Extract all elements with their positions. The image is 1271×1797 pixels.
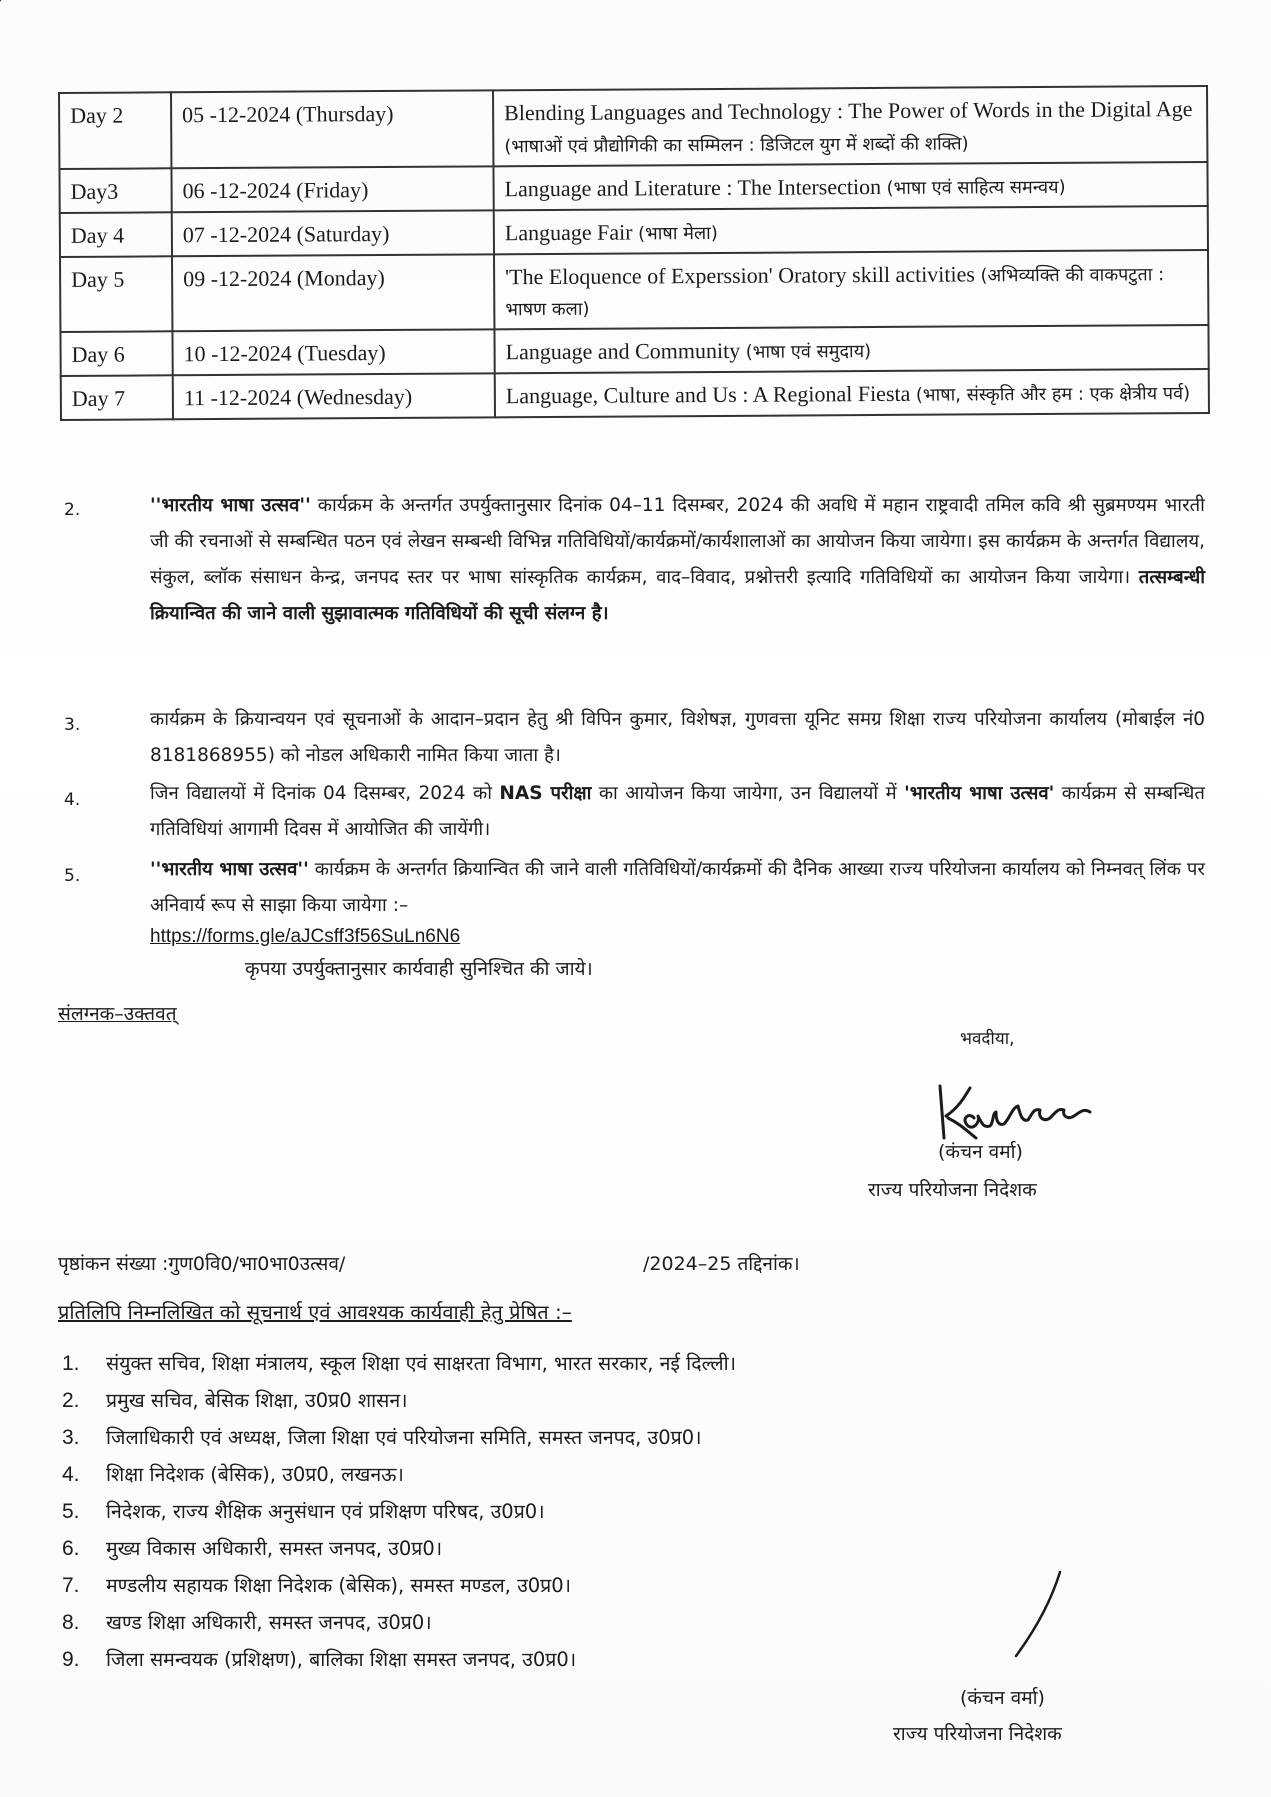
copy-list-number: 8. xyxy=(62,1611,80,1634)
copy-list-number: 3. xyxy=(62,1426,80,1449)
para-4-text-b: का आयोजन किया जायेगा, उन विद्यालयों में xyxy=(591,783,905,804)
schedule-day: Day3 xyxy=(59,168,171,213)
copy-list-number: 9. xyxy=(62,1648,80,1671)
report-form-link[interactable]: https://forms.gle/aJCsff3f56SuLn6N6 xyxy=(150,926,461,947)
copy-list-number: 4. xyxy=(62,1463,80,1486)
copy-list-item xyxy=(62,1493,736,1530)
copy-list-text: खण्ड शिक्षा अधिकारी, समस्त जनपद, उ0प्र0। xyxy=(106,1611,432,1634)
copy-list-item xyxy=(62,1641,736,1678)
schedule-row xyxy=(59,86,1207,169)
para-2-lead: ''भारतीय भाषा उत्सव'' xyxy=(150,495,311,516)
schedule-theme xyxy=(493,162,1207,210)
schedule-theme xyxy=(495,369,1209,417)
schedule-day: Day 7 xyxy=(61,376,173,421)
para-2-number: 2. xyxy=(64,500,81,520)
copy-list-number: 7. xyxy=(62,1574,80,1597)
copy-list-text: मण्डलीय सहायक शिक्षा निदेशक (बेसिक), समस्त मण्डल, उ0प्र0। xyxy=(106,1574,572,1597)
para-4-text-c: कार्यक्रम से सम्बन्धित गतिविधियां आगामी दिवस में आयोजित की जायेंगी। xyxy=(150,783,1205,840)
endorsement-year: /2024–25 तद्दिनांक। xyxy=(643,1253,800,1275)
signatory-2-name: (कंचन वर्मा) xyxy=(960,1687,1045,1709)
copy-list-text: जिला समन्वयक (प्रशिक्षण), बालिका शिक्षा समस्त जनपद, उ0प्र0। xyxy=(106,1648,577,1671)
endorsement-line xyxy=(58,1250,800,1276)
closing-line: कृपया उपर्युक्तानुसार कार्यवाही सुनिश्चित की जाये। xyxy=(245,958,593,980)
schedule-row xyxy=(61,369,1209,420)
para-5-number: 5. xyxy=(64,866,81,886)
schedule-theme-en: Language and Community xyxy=(505,338,741,365)
schedule-row xyxy=(60,206,1208,257)
enclosure-label: संलग्नक–उक्तवत् xyxy=(58,1003,177,1025)
initial-mark xyxy=(1008,1568,1068,1660)
schedule-row xyxy=(60,250,1208,333)
scan-edge-shadow xyxy=(0,0,112,48)
copy-list-number: 1. xyxy=(62,1352,80,1375)
copy-list-item xyxy=(62,1456,736,1493)
schedule-day: Day 4 xyxy=(60,212,172,257)
schedule-theme-hi: (भाषा, संस्कृति और हम : एक क्षेत्रीय पर्व) xyxy=(915,383,1191,406)
copy-list-text: प्रमुख सचिव, बेसिक शिक्षा, उ0प्र0 शासन। xyxy=(106,1389,408,1412)
copy-list-text: शिक्षा निदेशक (बेसिक), उ0प्र0, लखनऊ। xyxy=(106,1463,404,1486)
schedule-theme-hi: (भाषा मेला) xyxy=(637,222,718,245)
schedule-date: 05 -12-2024 (Thursday) xyxy=(171,90,493,168)
copy-list-item xyxy=(62,1345,736,1382)
para-4-nas: NAS परीक्षा xyxy=(499,783,592,804)
schedule-day: Day 5 xyxy=(60,256,172,332)
schedule-theme xyxy=(494,206,1208,254)
schedule-theme-hi: (भाषाओं एवं प्रौद्योगिकी का सम्मिलन : डिजिटल युग में शब्दों की शक्ति) xyxy=(504,133,969,158)
para-5-text: कार्यक्रम के अन्तर्गत क्रियान्वित की जाने वाली गतिविधियों/कार्यक्रमों की दैनिक आख्या राज्य परियोजना कार्यालय को निम्नवत् लिंक पर अनिवार्य रूप से साझा किया जायेगा :– xyxy=(150,859,1205,916)
schedule-row xyxy=(59,162,1207,213)
para-2-text: कार्यक्रम के अन्तर्गत उपर्युक्तानुसार दिनांक 04–11 दिसम्बर, 2024 की अवधि में महान राष्ट्रवादी तमिल कवि श्री सुब्रमण्यम भारती जी की रचनाओं से सम्बन्धित पठन एवं लेखन सम्बन्धी विभिन्न गतिविधियों/कार्यक्रमों/कार्यशालाओं का आयोजन किया जायेगा। इस कार्यक्रम के अन्तर्गत विद्यालय, संकुल, ब्लॉक संसाधन केन्द्र, जनपद स्तर पर भाषा सांस्कृतिक कार्यक्रम, वाद–विवाद, प्रश्नोत्तरी इत्यादि गतिविधियों का आयोजन किया जायेगा। xyxy=(150,495,1205,588)
copy-heading: प्रतिलिपि निम्नलिखित को सूचनार्थ एवं आवश्यक कार्यवाही हेतु प्रेषित :– xyxy=(58,1300,572,1324)
copy-list-number: 6. xyxy=(62,1537,80,1560)
schedule-theme xyxy=(494,325,1208,373)
schedule-theme-en: Language Fair xyxy=(504,219,633,245)
copy-list-item xyxy=(62,1604,736,1641)
copy-list-text: निदेशक, राज्य शैक्षिक अनुसंधान एवं प्रशिक्षण परिषद, उ0प्र0। xyxy=(106,1500,545,1523)
schedule-theme-en: Language and Literature : The Intersection xyxy=(504,173,882,202)
schedule-theme-en: Language, Culture and Us : A Regional Fiesta xyxy=(505,381,911,409)
para-4 xyxy=(150,776,1205,848)
schedule-theme xyxy=(494,250,1208,330)
schedule-theme-en: 'The Eloquence of Experssion' Oratory skill activities xyxy=(505,260,976,289)
schedule-date: 11 -12-2024 (Wednesday) xyxy=(173,374,495,420)
schedule-date: 09 -12-2024 (Monday) xyxy=(172,254,494,332)
schedule-theme-hi: (भाषा एवं साहित्य समन्वय) xyxy=(886,176,1066,199)
para-3: कार्यक्रम के क्रियान्वयन एवं सूचनाओं के आदान–प्रदान हेतु श्री विपिन कुमार, विशेषज्ञ, गुणवत्ता यूनिट समग्र शिक्षा राज्य परियोजना कार्यालय (मोबाईल नं0 8181868955) को नोडल अधिकारी नामित किया जाता है। xyxy=(150,709,1205,766)
schedule-row xyxy=(60,325,1208,376)
signatory-name: (कंचन वर्मा) xyxy=(938,1141,1023,1163)
endorsement-ref: पृष्ठांकन संख्या :गुण0वि0/भा0भा0उत्सव/ xyxy=(58,1253,346,1275)
schedule-theme xyxy=(493,86,1207,166)
schedule-date: 06 -12-2024 (Friday) xyxy=(171,166,493,212)
schedule-day: Day 6 xyxy=(60,332,172,377)
schedule-day: Day 2 xyxy=(59,92,171,168)
copy-list-item xyxy=(62,1382,736,1419)
copy-list-number: 2. xyxy=(62,1389,80,1412)
signatory-title: राज्य परियोजना निदेशक xyxy=(868,1179,1037,1201)
para-2-tail: तत्सम्बन्धी क्रियान्वित की जाने वाली सुझावात्मक गतिविधियों की सूची संलग्न है। xyxy=(150,567,1205,624)
yours-faithfully: भवदीया, xyxy=(960,1029,1015,1049)
para-5 xyxy=(150,852,1205,924)
para-4-lead: 'भारतीय भाषा उत्सव' xyxy=(904,783,1055,804)
copy-list-item xyxy=(62,1530,736,1567)
copy-list-text: जिलाधिकारी एवं अध्यक्ष, जिला शिक्षा एवं परियोजना समिति, समस्त जनपद, उ0प्र0। xyxy=(106,1426,702,1449)
copy-list xyxy=(62,1345,736,1678)
copy-list-text: संयुक्त सचिव, शिक्षा मंत्रालय, स्कूल शिक्षा एवं साक्षरता विभाग, भारत सरकार, नई दिल्ली। xyxy=(106,1352,737,1375)
copy-list-text: मुख्य विकास अधिकारी, समस्त जनपद, उ0प्र0। xyxy=(106,1537,443,1560)
schedule-theme-en: Blending Languages and Technology : The Power of Words in the Digital Age xyxy=(504,96,1193,126)
para-2 xyxy=(150,488,1205,632)
para-4-number: 4. xyxy=(64,790,81,810)
copy-list-item xyxy=(62,1567,736,1604)
copy-list-number: 5. xyxy=(62,1500,80,1523)
para-4-text-a: जिन विद्यालयों में दिनांक 04 दिसम्बर, 2024 को xyxy=(150,783,500,804)
schedule-theme-hi: (भाषा एवं समुदाय) xyxy=(745,341,872,364)
para-5-lead: ''भारतीय भाषा उत्सव'' xyxy=(150,859,309,880)
signatory-2-title: राज्य परियोजना निदेशक xyxy=(893,1723,1062,1745)
schedule-theme-hi: (अभिव्यक्ति की वाकपटुता : भाषण कला) xyxy=(505,263,1165,321)
schedule-table xyxy=(58,85,1210,421)
schedule-date: 10 -12-2024 (Tuesday) xyxy=(172,330,494,376)
copy-list-item xyxy=(62,1419,736,1456)
para-3-number: 3. xyxy=(64,715,81,735)
schedule-date: 07 -12-2024 (Saturday) xyxy=(172,210,494,256)
